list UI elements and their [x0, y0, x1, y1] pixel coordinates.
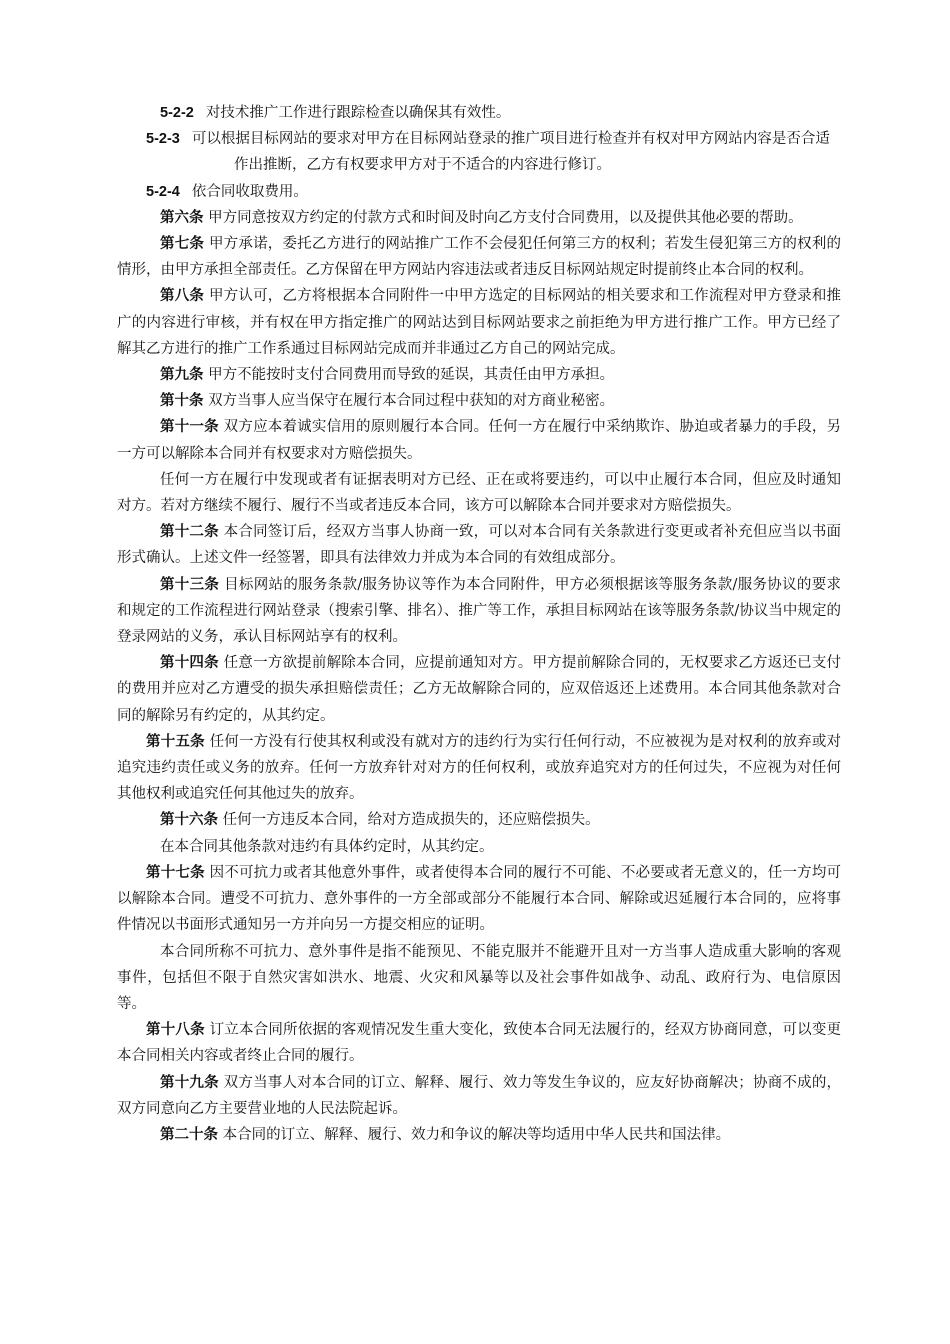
clause-text: 在本合同其他条款对违约有具体约定时，从其约定。	[160, 838, 494, 855]
clause-text: 对技术推广工作进行跟踪检查以确保其有效性。	[205, 105, 511, 121]
article-paragraph	[117, 860, 841, 939]
article-heading: 第十八条	[146, 1022, 205, 1039]
clause-text: 本合同签订后，经双方当事人协商一致，可以对本合同有关条款进行变更或者补充但应当以书面形式确认。上述文件一经签署，即具有法律效力并成为本合同的有效组成部分。	[117, 524, 842, 567]
article-heading: 第十一条	[160, 419, 219, 436]
clause-text: 本合同的订立、解释、履行、效力和争议的解决等均适用中华人民共和国法律。	[222, 1126, 731, 1143]
clause-text: 订立本合同所依据的客观情况发生重大变化，致使本合同无法履行的，经双方协商同意，可以变更本合同相关内容或者终止合同的履行。	[117, 1022, 842, 1065]
clause-text: 任意一方欲提前解除本合同，应提前通知对方。甲方提前解除合同的，无权要求乙方返还已支付的费用并应对乙方遭受的损失承担赔偿责任；乙方无故解除合同的，应双倍返还上述费用。本合同其他条款对合同的解除另有约定的，从其约定。	[117, 655, 842, 724]
article-heading: 第十三条	[160, 576, 220, 593]
sub-clause-number: 5-2-2	[160, 105, 194, 121]
article-heading: 第十五条	[146, 733, 205, 750]
article-paragraph	[117, 650, 841, 729]
clause-text: 任何一方在履行中发现或者有证据表明对方已经、正在或将要违约，可以中止履行本合同，但应及时通知对方。若对方继续不履行、履行不当或者违反本合同，该方可以解除本合同并要求对方赔偿损失。	[117, 471, 841, 515]
clause-text: 甲方认可，乙方将根据本合同附件一中甲方选定的目标网站的相关要求和工作流程对甲方登录和推广的内容进行审核，并有权在甲方指定推广的网站达到目标网站要求之前拒绝为甲方进行推广工作。甲方已经了解其乙方进行的推广工作系通过目标网站完成而并非通过乙方自己的网站完成。	[117, 288, 842, 357]
article-paragraph	[117, 519, 841, 571]
clause-text: 任何一方没有行使其权利或没有就对方的违约行为实行任何行动，不应被视为是对权利的放弃或对追究违约责任或义务的放弃。任何一方放弃针对对方的任何权利，或放弃追究对方的任何过失，不应视为对任何其他权利或追究任何其他过失的放弃。	[117, 733, 842, 803]
article-paragraph	[117, 1070, 841, 1122]
sub-clause	[117, 126, 841, 178]
article-heading: 第九条	[160, 367, 204, 384]
clause-text: 甲方同意按双方约定的付款方式和时间及时向乙方支付合同费用，以及提供其他必要的帮助。	[208, 209, 803, 226]
article-paragraph	[117, 283, 841, 362]
article-heading: 第七条	[160, 236, 205, 253]
article-heading: 第二十条	[160, 1126, 218, 1143]
clause-text: 任何一方违反本合同，给对方造成损失的，还应赔偿损失。	[222, 812, 600, 829]
article-paragraph	[117, 1017, 841, 1069]
body-paragraph	[117, 834, 841, 860]
article-paragraph	[117, 414, 841, 466]
clause-text: 双方当事人对本合同的订立、解释、履行、效力等发生争议的，应友好协商解决；协商不成的，双方同意向乙方主要营业地的人民法院起诉。	[117, 1074, 842, 1117]
clause-text: 依合同收取费用。	[191, 183, 308, 200]
clause-text: 目标网站的服务条款/服务协议等作为本合同附件，甲方必须根据该等服务条款/服务协议的要求和规定的工作流程进行网站登录（搜索引擎、排名）、推广等工作，承担目标网站在该等服务条款/协议当中规定的登录网站的义务，承认目标网站享有的权利。	[117, 576, 842, 646]
clause-text: 因不可抗力或者其他意外事件，或者使得本合同的履行不可能、不必要或者无意义的，任一方均可以解除本合同。遭受不可抗力、意外事件的一方全部或部分不能履行本合同、解除或迟延履行本合同的，应将事件情况以书面形式通知另一方并向另一方提交相应的证明。	[117, 864, 842, 934]
article-heading: 第十六条	[160, 812, 218, 829]
body-paragraph	[117, 939, 841, 1018]
article-paragraph	[117, 729, 841, 808]
article-paragraph	[117, 231, 841, 283]
clause-text: 甲方承诺，委托乙方进行的网站推广工作不会侵犯任何第三方的权利；若发生侵犯第三方的权利的情形，由甲方承担全部责任。乙方保留在甲方网站内容违法或者违反目标网站规定时提前终止本合同的权利。	[117, 236, 842, 279]
article-heading: 第十四条	[160, 655, 219, 672]
article-heading: 第十七条	[146, 864, 205, 881]
sub-clause	[117, 179, 841, 205]
sub-clause-number: 5-2-3	[146, 131, 180, 148]
article-paragraph	[117, 388, 841, 414]
article-heading: 第十九条	[160, 1074, 219, 1091]
clause-text: 本合同所称不可抗力、意外事件是指不能预见、不能克服并不能避开且对一方当事人造成重大影响的客观事件，包括但不限于自然灾害如洪水、地震、火灾和风暴等以及社会事件如战争、动乱、政府行为、电信原因等。	[117, 943, 841, 1012]
article-paragraph	[117, 205, 841, 231]
contract-document	[117, 100, 841, 1148]
article-heading: 第八条	[160, 288, 205, 305]
clause-text: 双方当事人应当保守在履行本合同过程中获知的对方商业秘密。	[208, 393, 615, 410]
sub-clause	[117, 100, 841, 126]
article-heading: 第十二条	[160, 524, 219, 541]
article-heading: 第六条	[160, 209, 204, 226]
article-paragraph	[117, 572, 841, 651]
clause-text: 甲方不能按时支付合同费用而导致的延误，其责任由甲方承担。	[208, 367, 615, 384]
article-paragraph	[117, 362, 841, 388]
article-paragraph	[117, 1122, 841, 1148]
article-heading: 第十条	[160, 393, 204, 410]
clause-text: 可以根据目标网站的要求对甲方在目标网站登录的推广项目进行检查并有权对甲方网站内容是否合适作出推断，乙方有权要求甲方对于不适合的内容进行修订。	[191, 131, 830, 174]
article-paragraph	[117, 807, 841, 833]
body-paragraph	[117, 467, 841, 519]
sub-clause-number: 5-2-4	[146, 183, 180, 200]
clause-text: 双方应本着诚实信用的原则履行本合同。任何一方在履行中采纳欺诈、胁迫或者暴力的手段，另一方可以解除本合同并有权要求对方赔偿损失。	[117, 419, 842, 462]
